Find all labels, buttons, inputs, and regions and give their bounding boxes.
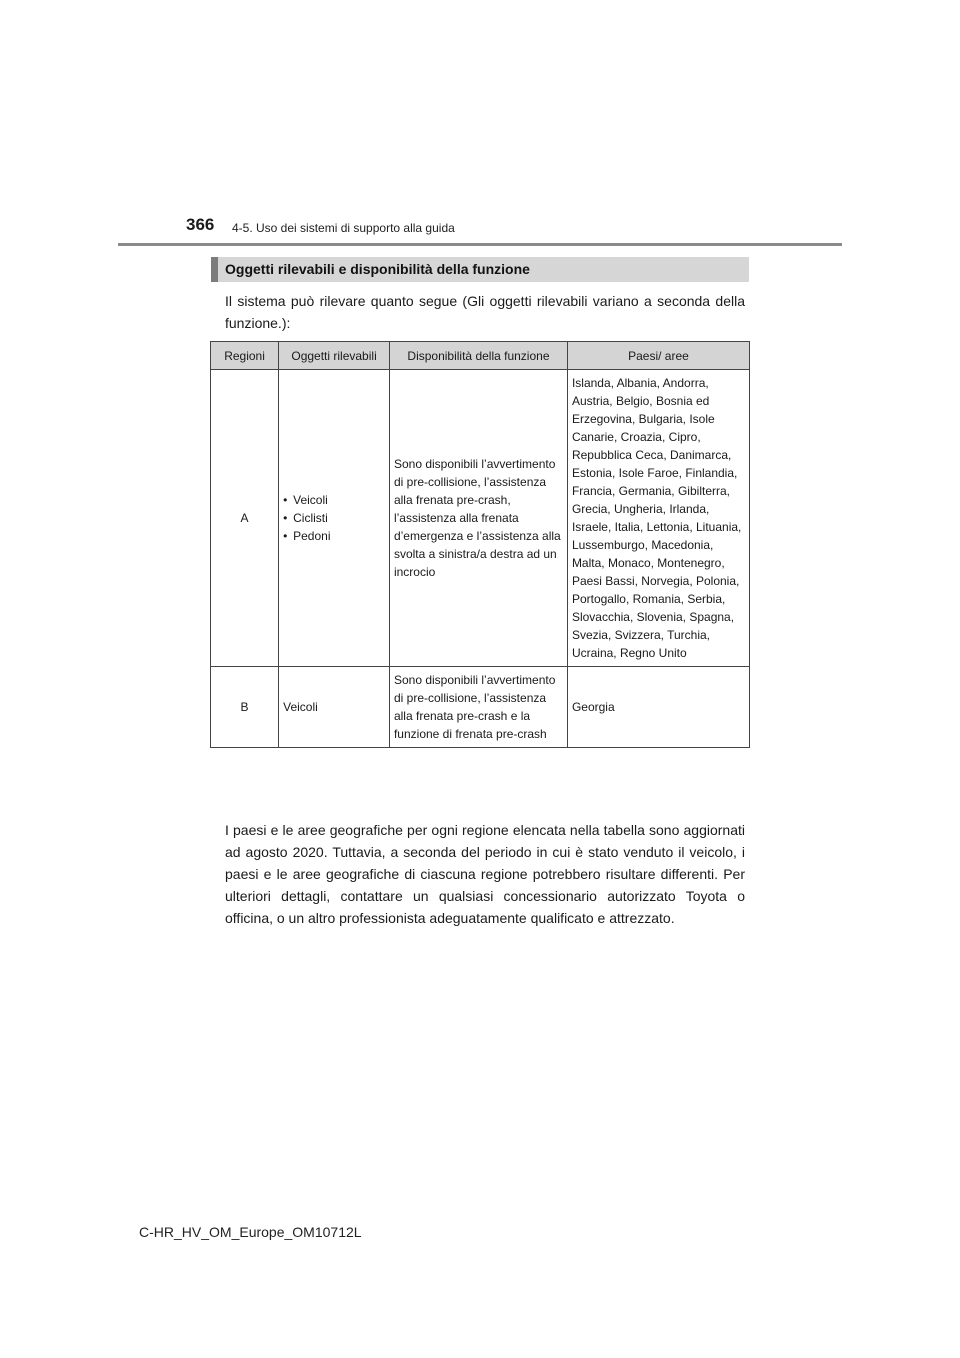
header-divider bbox=[118, 243, 842, 246]
objects-cell: Veicoli bbox=[279, 667, 390, 748]
note-paragraph: I paesi e le aree geografiche per ogni regione elencata nella tabella sono aggiornati ad agosto 2020. Tuttavia, a seconda del periodo in cui è stato venduto il veicolo, i paesi e le aree geografiche di ciascuna regione potrebbero risultare differenti. Per ulteriori dettagli, contattare un qualsiasi concessionario autorizzato Toyota o officina, o un altro professionista adeguatamente qualificato e attrezzato. bbox=[225, 822, 745, 926]
intro-paragraph: Il sistema può rilevare quanto segue (Gli oggetti rilevabili variano a seconda della funzione.): bbox=[225, 293, 745, 331]
section-heading-accent bbox=[211, 257, 218, 282]
regions-table bbox=[210, 341, 750, 748]
availability-cell: Sono disponibili l’avvertimento di pre-collisione, l’assistenza alla frenata pre-crash e la funzione di frenata pre-crash bbox=[389, 667, 567, 748]
header-detectable-objects: Oggetti rilevabili bbox=[279, 342, 390, 370]
countries-cell: Georgia bbox=[567, 667, 749, 748]
region-cell: B bbox=[211, 667, 279, 748]
objects-list bbox=[283, 491, 385, 545]
objects-cell bbox=[279, 370, 390, 667]
availability-cell: Sono disponibili l’avvertimento di pre-collisione, l’assistenza alla frenata pre-crash, l’assistenza alla frenata d’emergenza e l’assistenza alla svolta a sinistra/a destra ad un incrocio bbox=[389, 370, 567, 667]
region-cell: A bbox=[211, 370, 279, 667]
table-row bbox=[211, 370, 750, 667]
table-header-row bbox=[211, 342, 750, 370]
section-heading-bar bbox=[211, 257, 749, 282]
list-item: • Pedoni bbox=[283, 527, 385, 545]
page-number: 366 bbox=[186, 215, 215, 234]
table-row bbox=[211, 667, 750, 748]
section-title: Oggetti rilevabili e disponibilità della funzione bbox=[225, 261, 530, 277]
list-item: • Ciclisti bbox=[283, 509, 385, 527]
chapter-title: 4-5. Uso dei sistemi di supporto alla guida bbox=[232, 221, 455, 235]
header-regions: Regioni bbox=[211, 342, 279, 370]
header-function-availability: Disponibilità della funzione bbox=[389, 342, 567, 370]
list-item: • Veicoli bbox=[283, 491, 385, 509]
document-code: C-HR_HV_OM_Europe_OM10712L bbox=[139, 1224, 362, 1240]
header-countries: Paesi/ aree bbox=[567, 342, 749, 370]
countries-cell: Islanda, Albania, Andorra, Austria, Belgio, Bosnia ed Erzegovina, Bulgaria, Isole Canarie, Croazia, Cipro, Repubblica Ceca, Danimarca, Estonia, Isole Faroe, Finlandia, Francia, Germania, Gibilterra, Grecia, Ungheria, Irlanda, Israele, Italia, Lettonia, Lituania, Lussemburgo, Macedonia, Malta, Monaco, Montenegro, Paesi Bassi, Norvegia, Polonia, Portogallo, Romania, Serbia, Slovacchia, Slovenia, Spagna, Svezia, Svizzera, Turchia, Ucraina, Regno Unito bbox=[567, 370, 749, 667]
